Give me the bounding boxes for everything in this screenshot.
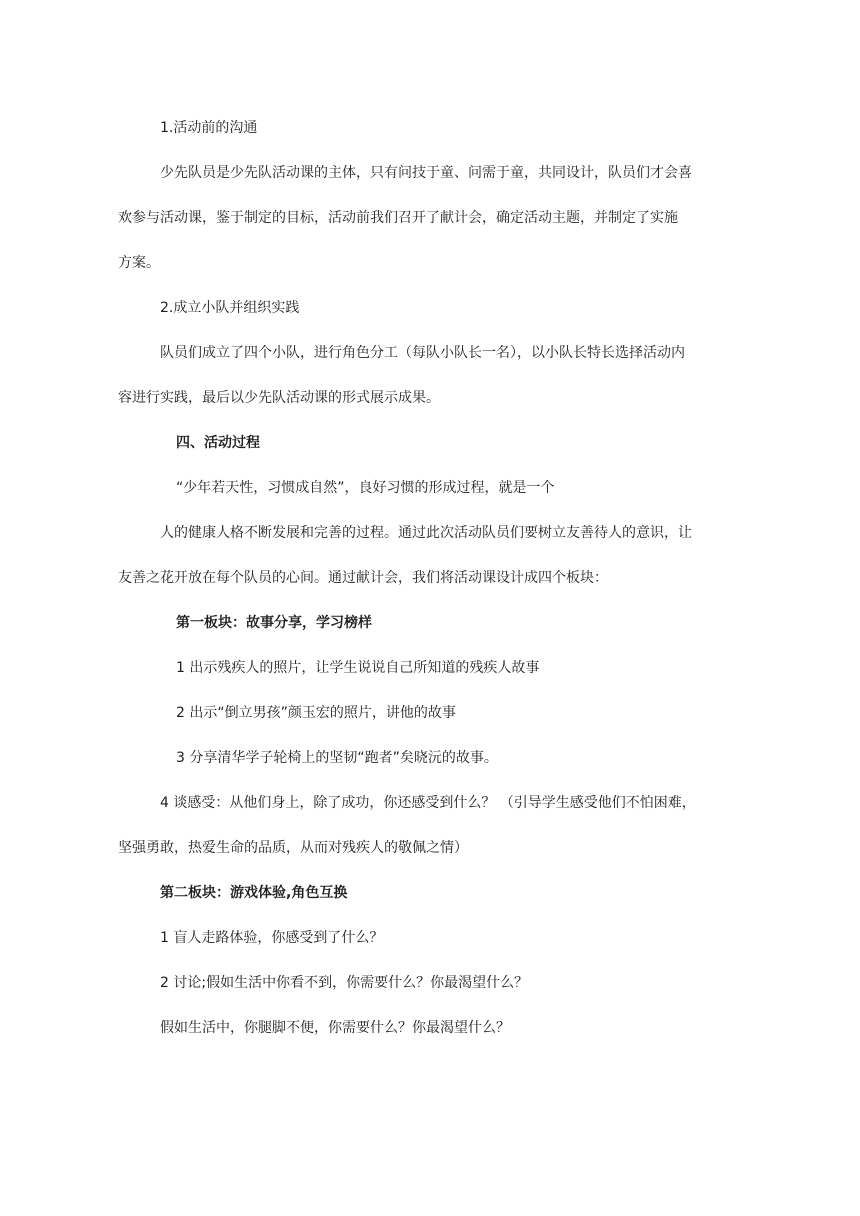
paragraph-line: 方案。: [118, 255, 160, 271]
paragraph-line: 容进行实践，最后以少先队活动课的形式展示成果。: [118, 390, 440, 406]
paragraph-line: 友善之花开放在每个队员的心间。通过献计会，我们将活动课设计成四个板块：: [118, 570, 608, 586]
paragraph-line: 坚强勇敢，热爱生命的品质，从而对残疾人的敬佩之情）: [118, 840, 468, 856]
list-item: 1 出示残疾人的照片，让学生说说自己所知道的残疾人故事: [176, 660, 540, 676]
list-item: 3 分享清华学子轮椅上的坚韧“跑者”矣晓沅的故事。: [176, 750, 498, 766]
list-item: 2 出示“倒立男孩”颜玉宏的照片，讲他的故事: [176, 705, 456, 721]
heading-communication: 1.活动前的沟通: [160, 120, 258, 136]
heading-team-practice: 2.成立小队并组织实践: [160, 300, 300, 316]
section-heading: 四、活动过程: [176, 435, 260, 451]
list-item: 2 讨论;假如生活中你看不到，你需要什么？你最渴望什么？: [160, 975, 529, 991]
quote-line: “少年若天性，习惯成自然”，良好习惯的形成过程，就是一个: [176, 480, 555, 496]
paragraph-line: 欢参与活动课，鉴于制定的目标，活动前我们召开了献计会，确定活动主题，并制定了实施: [118, 210, 678, 226]
paragraph-line: 队员们成立了四个小队，进行角色分工（每队小队长一名），以小队长特长选择活动内: [160, 345, 685, 361]
block-heading-2: 第二板块：游戏体验,角色互换: [160, 885, 348, 901]
paragraph-line: 少先队员是少先队活动课的主体，只有问技于童、问需于童，共同设计，队员们才会喜: [160, 165, 692, 181]
list-item: 1 盲人走路体验，你感受到了什么？: [160, 930, 384, 946]
paragraph-line: 人的健康人格不断发展和完善的过程。通过此次活动队员们要树立友善待人的意识，让: [160, 525, 692, 541]
list-item: 4 谈感受：从他们身上，除了成功，你还感受到什么？ （引导学生感受他们不怕困难，: [160, 795, 696, 811]
paragraph-line: 假如生活中，你腿脚不便，你需要什么？你最渴望什么？: [160, 1020, 510, 1036]
block-heading-1: 第一板块：故事分享，学习榜样: [176, 615, 372, 631]
